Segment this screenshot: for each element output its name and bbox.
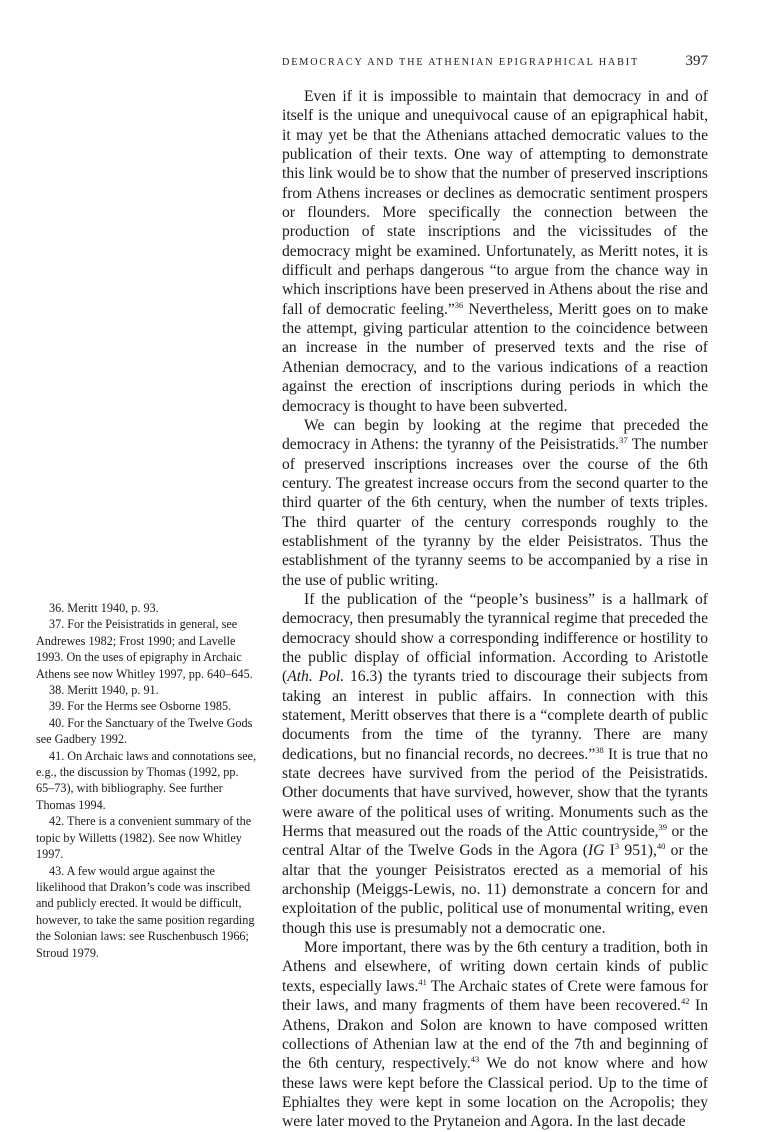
page-number: 397 — [685, 53, 708, 69]
main-text — [282, 87, 708, 1132]
running-title: DEMOCRACY AND THE ATHENIAN EPIGRAPHICAL HABIT — [282, 57, 640, 68]
footnote: 42. There is a convenient summary of the topic by Willetts (1982). See now Whitley 1997. — [36, 814, 252, 862]
paragraph: We can begin by looking at the regime that preceded the democracy in Athens: the tyranny of the Peisistratids.$^{37}$ The number of preserved inscriptions increases over the course of the 6th century. The greatest increase occurs from the second quarter to the third quarter of the 6th century, when the number of texts triples. The third quarter of the century corresponds roughly to the establishment of the tyranny by the elder Peisistratos. Thus the establishment of the tyranny seems to be accompanied by a rise in the use of public writing. — [282, 416, 708, 589]
footnote: 40. For the Sanctuary of the Twelve Gods see Gadbery 1992. — [36, 715, 253, 747]
edition-superscript: 3 — [614, 841, 620, 852]
footnote-ref: 41 — [418, 976, 427, 987]
footnote-ref: 43 — [470, 1054, 480, 1065]
footnote-ref: 39 — [658, 822, 668, 833]
footnote: 43. A few would argue against the likelihood that Drakon’s code was inscribed and publicly erected. It would be difficult, however, to take the same position regarding the Solonian laws: see Ruschenbusch 1966; Stroud 1979. — [36, 863, 255, 960]
paragraph: If the publication of the “people’s business” is a hallmark of democracy, then presumably the tyrannical regime that preceded the democracy should show a corresponding indifference or hostility to the public display of official information. According to Aristotle (Ath. Pol. 16.3) the tyrants tried to discourage their subjects from taking an interest in public affairs. In connection with this statement, Meritt observes that there is a “complete dearth of public documents from the time of the tyranny. There are many dedications, but no financial records, no decrees.”$^{38}$ It is true that no state decrees have survived from the period of the Peisistratids. Other documents that have survived, however, show that the tyrants were aware of the political uses of writing. Monuments such as the Herms that measured out the roads of the Attic countryside,$^{39}$ or the central Altar of the Twelve Gods in the Agora (IG $I^3$ 951),$^{40}$ or the altar that the younger Peisistratos erected as a memorial of his archonship (Meiggs-Lewis, no. 11) demonstrate a concern for and exploitation of the public, political use of monumental writing, even though this use is presumably not a democratic one. — [282, 590, 709, 937]
footnote-ref: 37 — [619, 435, 628, 446]
footnote: 38. Meritt 1940, p. 91. — [49, 683, 159, 698]
footnote-ref: 42 — [680, 996, 690, 1007]
footnote-ref: 38 — [595, 744, 604, 755]
footnote: 37. For the Peisistratids in general, see Andrewes 1982; Frost 1990; and Lavelle 1993. On the uses of epigraphy in Archaic Athens see now Whitley 1997, pp. 640–645. — [36, 617, 253, 681]
footnotes — [36, 600, 258, 961]
running-head — [282, 53, 708, 70]
footnote: 41. On Archaic laws and connotations see, e.g., the discussion by Thomas (1992, pp. 65–73), with bibliography. See further Thomas 1994. — [36, 748, 257, 812]
footnote-ref: 36 — [454, 299, 464, 310]
footnote-ref: 40 — [656, 841, 666, 852]
paragraph: Even if it is impossible to maintain that democracy in and of itself is the unique and unequivocal cause of an epigraphical habit, it may yet be that the Athenians attached democratic values to the publication of their texts. One way of attempting to demonstrate this link would be to show that the number of preserved inscriptions from Athens increases or declines as democratic sentiment prospers or flounders. More specifically the connection between the production of state inscriptions and the vicissitudes of the democracy might be examined. Unfortunately, as Meritt notes, it is difficult and perhaps dangerous “to argue from the chance way in which inscriptions have been preserved in Athens about the rise and fall of democratic feeling.”$^{36}$ Nevertheless, Meritt goes on to make the attempt, giving particular attention to the coincidence between an increase in the number of preserved texts and the rise of Athenian democracy, and to the various indications of a reaction against the erection of inscriptions during periods in which the democracy is thought to have been subverted. — [282, 88, 708, 415]
paragraph: More important, there was by the 6th century a tradition, both in Athens and elsewhere, of writing down certain kinds of public texts, especially laws.$^{41}$ The Archaic states of Crete were famous for their laws, and many fragments of them have been recovered.$^{42}$ In Athens, Drakon and Solon are known to have composed written collections of Athenian law at the end of the 7th and beginning of the 6th century, respectively.$^{43}$ We do not know where and how these laws were kept before the Classical period. Up to the time of Ephialtes they were kept in some location on the Acropolis; they were later moved to the Prytaneion and Agora. In the last decade — [282, 939, 708, 1131]
footnote: 39. For the Herms see Osborne 1985. — [49, 699, 232, 714]
footnote: 36. Meritt 1940, p. 93. — [49, 601, 159, 615]
